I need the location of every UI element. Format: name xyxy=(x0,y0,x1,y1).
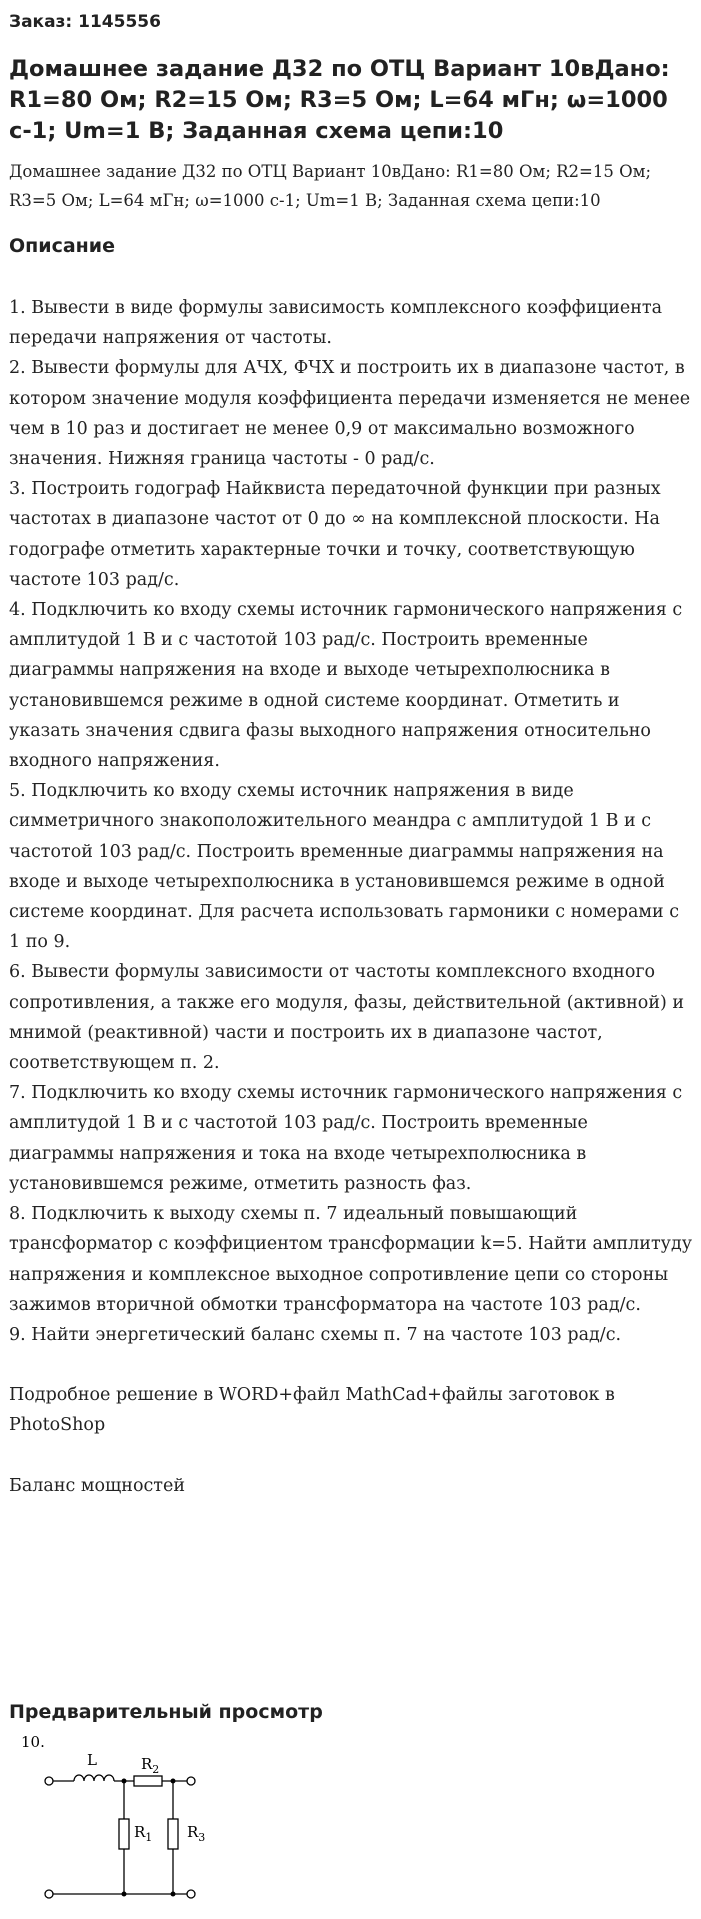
output-terminal-top xyxy=(187,1777,195,1785)
task-item: 3. Построить годограф Найквиста передаточной функции при разных частотах в диапазоне частот от 0 до ∞ на комплексной плоскости. На годографе отметить характерные точки и точку, соответствующую частоте 103 рад/с. xyxy=(9,479,661,590)
inductor-L xyxy=(74,1775,114,1781)
preview-heading: Предварительный просмотр xyxy=(9,1700,323,1723)
task-item: 8. Подключить к выходу схемы п. 7 идеальный повышающий трансформатор с коэффициентом трансформации k=5. Найти амплитуду напряжения и комплексное выходное сопротивление цепи со стороны зажимов вторичной обмотки трансформатора на частоте 103 рад/с. xyxy=(9,1204,693,1315)
label-R1: $R_1$ xyxy=(134,1822,153,1844)
description-heading: Описание xyxy=(9,235,116,257)
label-L: L xyxy=(87,1750,97,1769)
page-subtitle: Домашнее задание Д32 по ОТЦ Вариант 10вДано: R1=80 Ом; R2=15 Ом; R3=5 Ом; L=64 мГн; ω=1000 с-1; Um=1 В; Заданная схема цепи:10 xyxy=(9,162,652,210)
input-terminal-top xyxy=(45,1777,53,1785)
task-item: 2. Вывести формулы для АЧХ, ФЧХ и построить их в диапазоне частот, в котором значение модуля коэффициента передачи изменяется не менее чем в 10 раз и достигает не менее 0,9 от максимально возможного значения. Нижняя граница частоты - 0 рад/с. xyxy=(9,358,691,470)
task-item: 9. Найти энергетический баланс схемы п. 7 на частоте 103 рад/с. xyxy=(9,1324,622,1345)
junction-node xyxy=(122,1891,127,1896)
task-item: 6. Вывести формулы зависимости от частоты комплексного входного сопротивления, а также его модуля, фазы, действительной (активной) и мнимой (реактивной) части и построить их в диапазоне частот, соответствующем п. 2. xyxy=(9,962,685,1074)
resistor-R3 xyxy=(168,1819,178,1849)
task-item: 1. Вывести в виде формулы зависимость комплексного коэффициента передачи напряжения от частоты. xyxy=(9,298,663,349)
task-item: 4. Подключить ко входу схемы источник гармонического напряжения с амплитудой 1 В и с частотой 103 рад/с. Построить временные диаграммы напряжения на входе и выходе четырехполюсника в установившемся режиме в одной системе координат. Отметить и указать значения сдвига фазы выходного напряжения относительно входного напряжения. xyxy=(9,600,683,772)
balance-note: Баланс мощностей xyxy=(9,1475,185,1496)
description-body xyxy=(9,293,692,1501)
page-title: Домашнее задание Д32 по ОТЦ Вариант 10вДано: R1=80 Ом; R2=15 Ом; R3=5 Ом; L=64 мГн; ω=1000 с-1; Um=1 В; Заданная схема цепи:10 xyxy=(9,56,670,144)
task-item: 7. Подключить ко входу схемы источник гармонического напряжения с амплитудой 1 В и с частотой 103 рад/с. Построить временные диаграммы напряжения и тока на входе четырехполюсника в установившемся режиме, отметить разность фаз. xyxy=(9,1083,683,1194)
solution-note: Подробное решение в WORD+файл MathCad+файлы заготовок в PhotoShop xyxy=(9,1385,615,1436)
order-number: Заказ: 1145556 xyxy=(9,12,161,32)
resistor-R1 xyxy=(119,1819,129,1849)
junction-node xyxy=(171,1891,176,1896)
resistor-R2 xyxy=(134,1776,162,1786)
input-terminal-bottom xyxy=(45,1890,53,1898)
circuit-diagram xyxy=(9,1729,289,1919)
output-terminal-bottom xyxy=(187,1890,195,1898)
task-item: 5. Подключить ко входу схемы источник напряжения в виде симметричного знакоположительного меандра с амплитудой 1 В и с частотой 103 рад/с. Построить временные диаграммы напряжения на входе и выходе четырехполюсника в установившемся режиме в одной системе координат. Для расчета использовать гармоники с номерами с 1 по 9. xyxy=(9,781,680,953)
circuit-number: 10. xyxy=(21,1732,45,1751)
label-R3: $R_3$ xyxy=(187,1822,206,1844)
label-R2: $R_2$ xyxy=(141,1754,160,1776)
